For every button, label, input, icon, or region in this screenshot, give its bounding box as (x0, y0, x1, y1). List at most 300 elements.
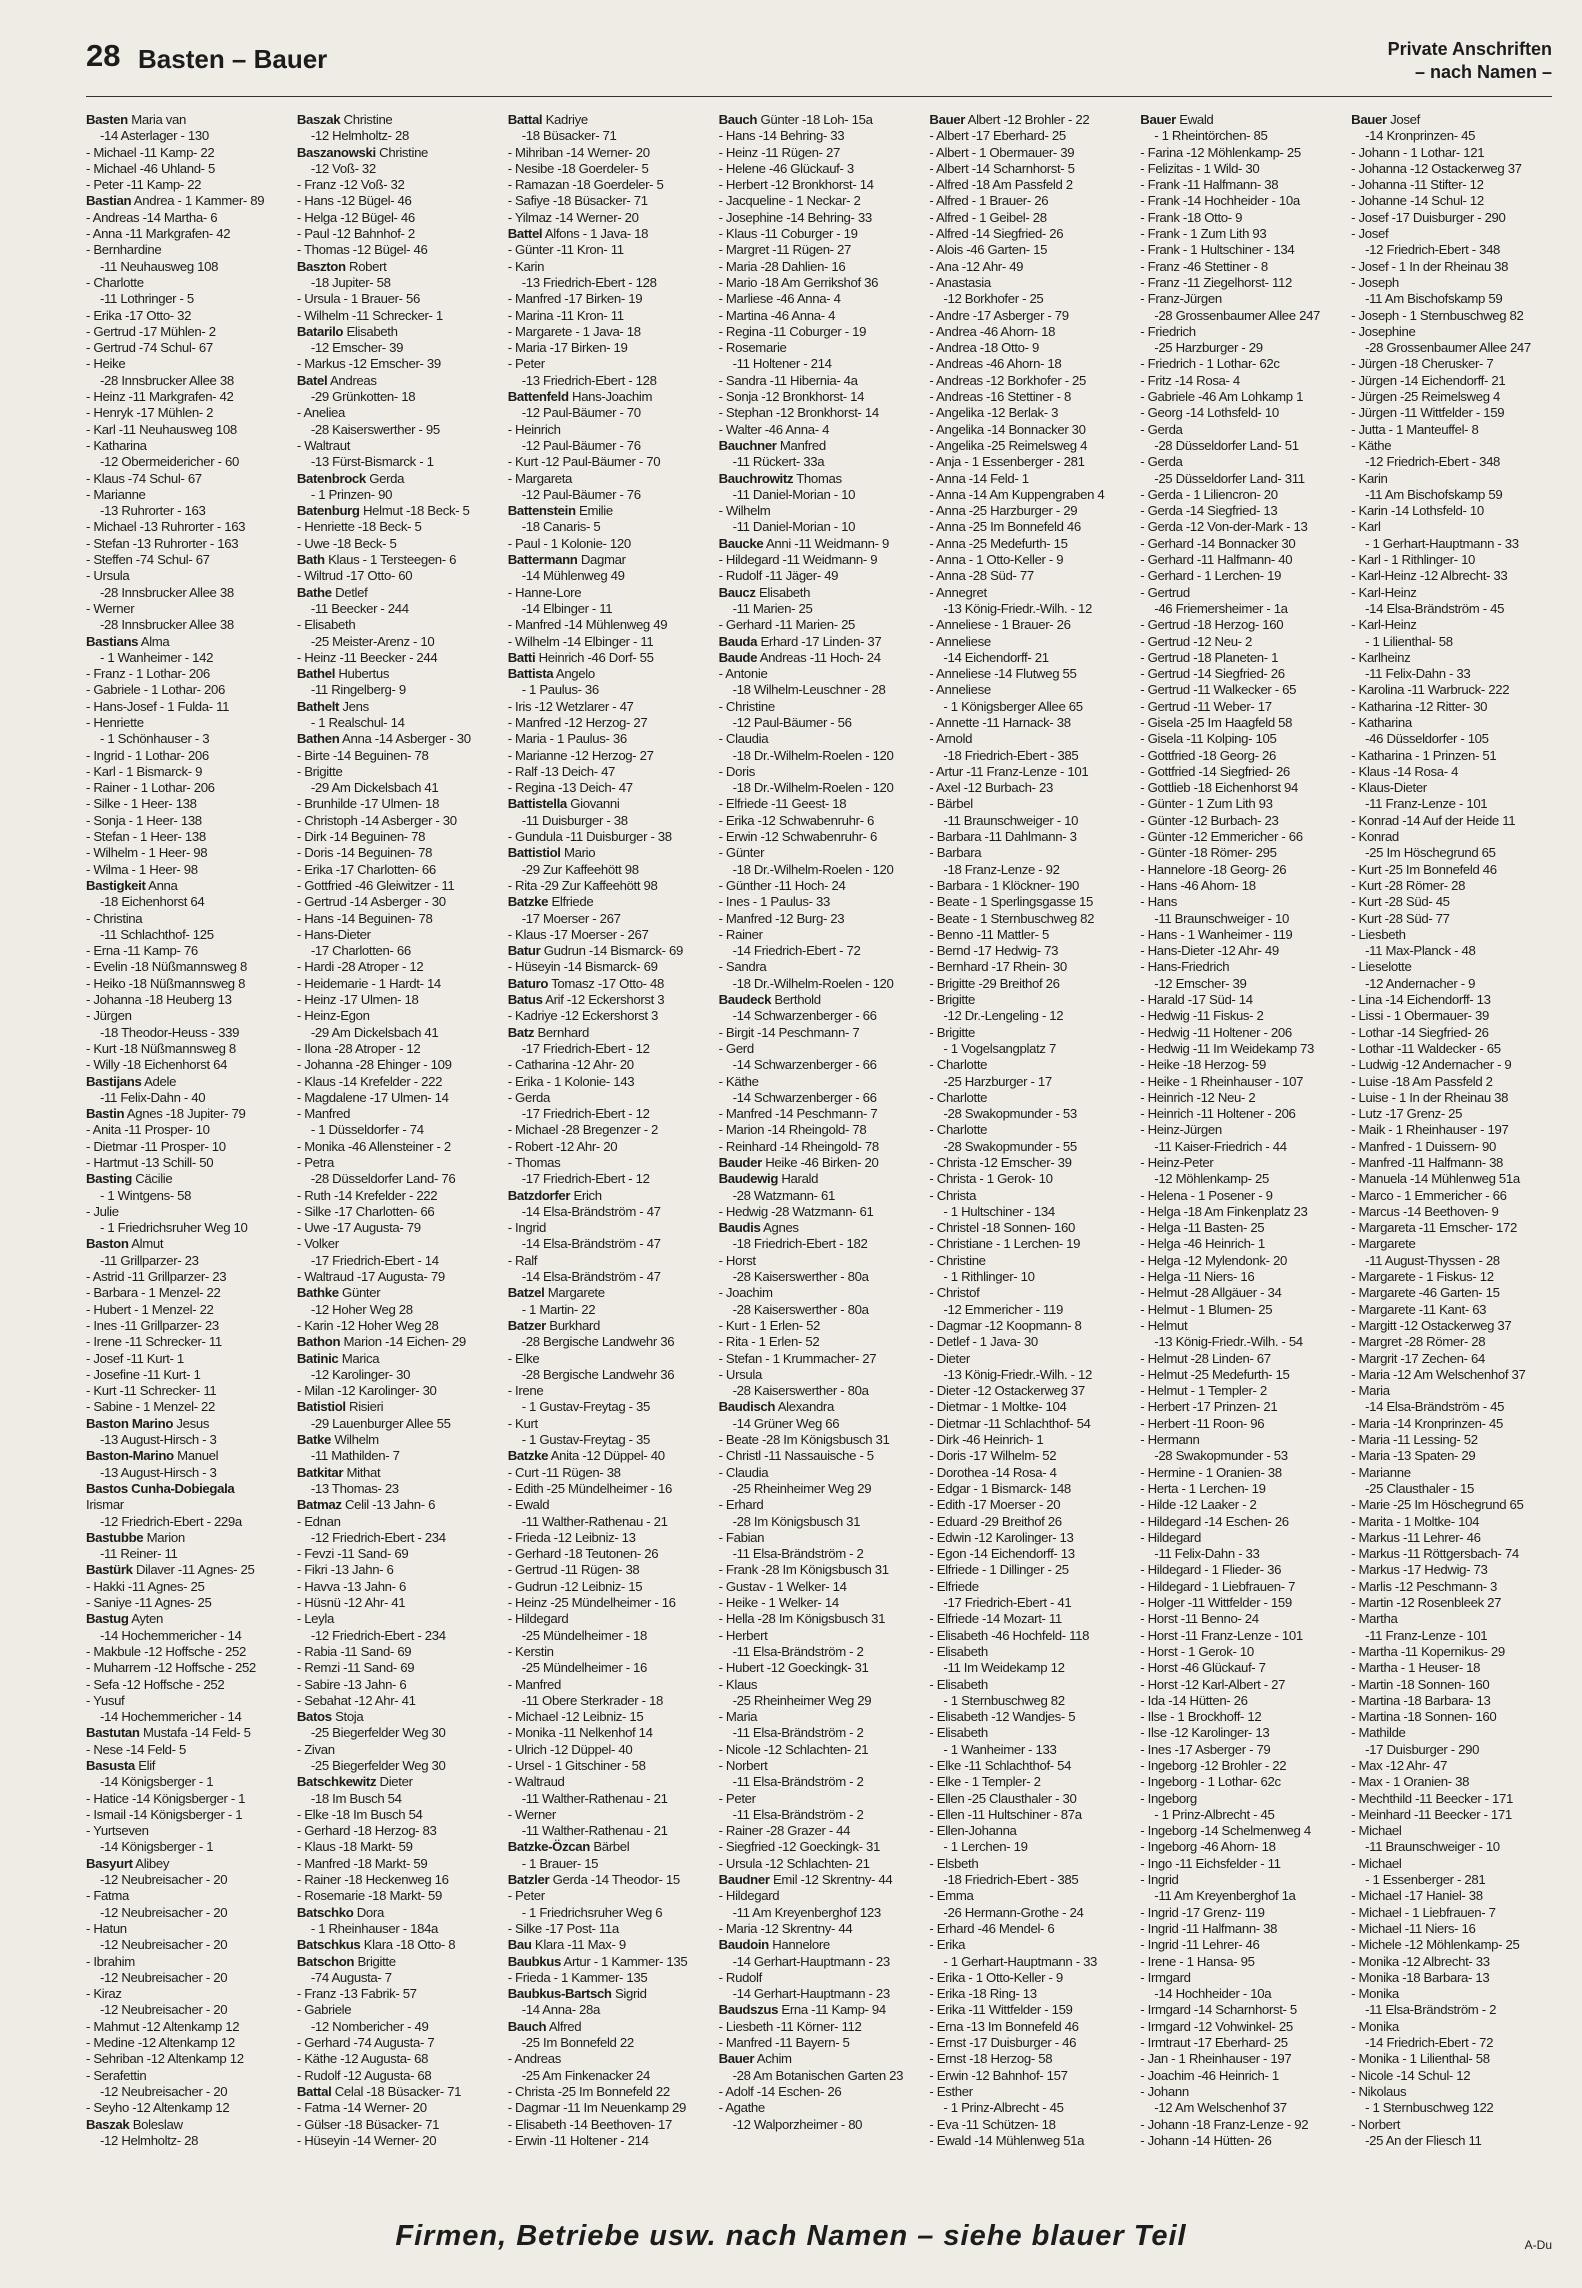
directory-entry (1351, 796, 1552, 812)
entry-text: - Ingeborg -46 Ahorn- 18 (1140, 1839, 1276, 1855)
surname-entry (508, 1188, 709, 1204)
directory-entry (929, 1416, 1130, 1432)
directory-entry (297, 764, 498, 780)
directory-entry (508, 1693, 709, 1709)
directory-entry (1351, 373, 1552, 389)
entry-text: Wilhelm (334, 1432, 379, 1448)
entry-text: - Robert -12 Ahr- 20 (507, 1138, 618, 1154)
directory-entry (719, 1334, 920, 1350)
directory-entry (1351, 536, 1552, 552)
directory-entry (719, 503, 920, 519)
directory-entry (1140, 1025, 1341, 1041)
directory-entry (929, 894, 1130, 910)
directory-entry (719, 1465, 920, 1481)
directory-entry (1140, 1823, 1341, 1839)
directory-entry (508, 1514, 709, 1530)
entry-text: - Christine (929, 1252, 986, 1268)
directory-entry (1351, 291, 1552, 307)
entry-text: -11 Elsa-Brändström - 2 (1365, 2002, 1497, 2018)
surname-entry (719, 992, 920, 1008)
entry-text: - Dirk -14 Beguinen- 78 (296, 829, 426, 845)
directory-entry (86, 1090, 287, 1106)
directory-entry (719, 1628, 920, 1644)
entry-text: - Ingrid - 1 Lothar- 206 (86, 747, 209, 763)
entry-text: -14 Gerhart-Hauptmann - 23 (732, 1953, 890, 1969)
entry-text: - Gottfried -14 Siegfried- 26 (1140, 763, 1290, 779)
entry-text: - Margitt -12 Ostackerweg 37 (1351, 1317, 1512, 1333)
surname-entry (86, 193, 287, 209)
entry-text: - Konrad -14 Auf der Heide 11 (1351, 812, 1516, 828)
directory-entry (1351, 1253, 1552, 1269)
directory-entry (1351, 1367, 1552, 1383)
directory-entry (1351, 1954, 1552, 1970)
entry-text: Dora (356, 1904, 384, 1920)
entry-text: -11 Kaiser-Friedrich - 44 (1154, 1138, 1287, 1154)
entry-text: - Markus -17 Hedwig- 73 (1351, 1562, 1488, 1578)
directory-entry (1351, 128, 1552, 144)
directory-entry (719, 1693, 920, 1709)
entry-text: - Edith -25 Mündelheimer - 16 (507, 1480, 673, 1496)
entry-text: - Angelika -14 Bonnacker 30 (929, 421, 1086, 437)
directory-entry (86, 1285, 287, 1301)
entry-text: - Anneliese (929, 682, 991, 698)
surname-entry (508, 1872, 709, 1888)
entry-text: Sigrid (614, 1986, 647, 2002)
directory-entry (86, 943, 287, 959)
entry-text: - Marita - 1 Moltke- 104 (1351, 1513, 1480, 1529)
entry-text: -12 Friedrich-Ebert - 234 (310, 1627, 446, 1643)
directory-entry (1140, 1905, 1341, 1921)
directory-entry (297, 128, 498, 144)
entry-text: - Hans (1140, 894, 1178, 910)
entry-text: Heike -46 Birken- 20 (765, 1155, 879, 1170)
entry-text: - Martin -12 Rosenbleek 27 (1351, 1595, 1502, 1611)
entry-text: - Martha -11 Kopernikus- 29 (1351, 1643, 1505, 1659)
directory-entry (86, 1644, 287, 1660)
entry-text: -11 Max-Planck - 48 (1365, 943, 1476, 959)
entry-text: -11 Ringelberg- 9 (310, 682, 406, 698)
directory-entry (929, 1579, 1130, 1595)
entry-text: - Lothar -14 Siegfried- 26 (1351, 1024, 1489, 1040)
directory-entry (86, 2035, 287, 2051)
entry-text: -18 Canaris- 5 (521, 519, 601, 535)
entry-text: - Lieselotte (1351, 959, 1412, 975)
directory-entry (719, 1644, 920, 1660)
directory-entry (1140, 878, 1341, 894)
entry-text: - Siegfried -12 Goeckingk- 31 (718, 1839, 880, 1855)
directory-entry (297, 1025, 498, 1041)
entry-text: - Kurt (507, 1415, 538, 1431)
entry-text: - Manfred -11 Halfmann- 38 (1351, 1155, 1504, 1170)
entry-text: - Irene (507, 1383, 544, 1399)
directory-entry (508, 2117, 709, 2133)
entry-text: - Sabire -13 Jahn- 6 (296, 1676, 407, 1692)
entry-text: - Christa - 1 Gerok- 10 (929, 1171, 1053, 1187)
directory-entry (929, 911, 1130, 927)
directory-entry (719, 2035, 920, 2051)
directory-entry (1351, 324, 1552, 340)
directory-entry (508, 568, 709, 584)
entry-text: - Elke -18 Im Busch 54 (296, 1806, 423, 1822)
entry-text: -25 Düsseldorfer Land- 311 (1154, 470, 1305, 486)
entry-text: - Detlef - 1 Java- 30 (929, 1334, 1038, 1350)
entry-text: - Curt -11 Rügen- 38 (507, 1464, 621, 1480)
directory-entry (86, 1318, 287, 1334)
entry-text: - Josefine -11 Kurt- 1 (86, 1366, 201, 1382)
entry-text: Christine (379, 144, 429, 160)
entry-text: - Marlis -12 Peschmann- 3 (1351, 1578, 1498, 1594)
directory-entry (929, 731, 1130, 747)
entry-text: - Joachim -46 Heinrich- 1 (1140, 2067, 1279, 2083)
entry-text: - Heinrich -11 Holtener - 206 (1140, 1106, 1296, 1122)
entry-text: - Artur -11 Franz-Lenze - 101 (929, 763, 1089, 779)
entry-text: - Gertrud -11 Weber- 17 (1140, 698, 1272, 714)
entry-text: Elfriede (551, 894, 594, 910)
entry-text: Emil -12 Skrentny- 44 (772, 1872, 893, 1888)
directory-entry (508, 536, 709, 552)
entry-text: Angelo (555, 666, 595, 682)
entry-text: - Remzi -11 Sand- 69 (296, 1660, 415, 1676)
entry-text: - Marina -11 Kron- 11 (507, 307, 624, 323)
directory-entry (929, 1872, 1130, 1888)
directory-entry (1351, 1791, 1552, 1807)
entry-text: - Paul -12 Bahnhof- 2 (296, 226, 415, 242)
entry-text: - Gerd (718, 1040, 754, 1056)
entry-text: -11 Marien- 25 (732, 600, 813, 616)
entry-text: -12 Emscher- 39 (1154, 975, 1247, 991)
entry-text: Mustafa -14 Feld- 5 (142, 1725, 251, 1741)
entry-text: - Rainer - 1 Lothar- 206 (86, 780, 215, 796)
directory-entry (929, 177, 1130, 193)
entry-text: Detlef (335, 584, 368, 600)
entry-text: -12 Am Welschenhof 37 (1154, 2100, 1287, 2116)
entry-text: - Hedwig -28 Watzmann- 61 (718, 1203, 874, 1219)
entry-text: - 1 Lilienthal- 58 (1365, 633, 1453, 649)
directory-entry (86, 1253, 287, 1269)
entry-text: - Andrea -46 Ahorn- 18 (929, 323, 1056, 339)
entry-text: - Kadriye -12 Eckershorst 3 (507, 1008, 659, 1024)
entry-text: - Heinz -11 Markgrafen- 42 (86, 389, 234, 405)
directory-entry (86, 1872, 287, 1888)
directory-entry (1351, 308, 1552, 324)
entry-text: -11 Braunschweiger - 10 (1154, 910, 1289, 926)
entry-text: - Catharina -12 Ahr- 20 (507, 1057, 634, 1073)
surname: Batel (296, 372, 328, 388)
entry-text: -17 Friedrich-Ebert - 12 (521, 1171, 650, 1187)
directory-entry (508, 927, 709, 943)
directory-entry (297, 275, 498, 291)
directory-entry (719, 308, 920, 324)
entry-text: - Margarete -11 Kant- 63 (1351, 1301, 1487, 1317)
entry-text: - Karolina -11 Warbruck- 222 (1351, 682, 1510, 698)
directory-entry (508, 1155, 709, 1171)
directory-entry (86, 585, 287, 601)
entry-text: Bernhard (537, 1024, 589, 1040)
surname: Basusta (86, 1757, 135, 1773)
surname: Batarilo (296, 323, 344, 339)
directory-entry (719, 487, 920, 503)
entry-text: -18 Theodor-Heuss - 339 (100, 1024, 240, 1040)
entry-text: -14 Grüner Weg 66 (732, 1415, 840, 1431)
directory-entry (1351, 1106, 1552, 1122)
directory-entry (929, 1057, 1130, 1073)
surname-entry (508, 1839, 709, 1855)
entry-text: - Annette -11 Harnack- 38 (929, 714, 1071, 730)
entry-text: -12 Neubreisacher - 20 (100, 1969, 228, 1985)
directory-entry (508, 764, 709, 780)
surname: Battenfeld (507, 389, 569, 405)
directory-entry (1140, 1041, 1341, 1057)
directory-entry (1140, 601, 1341, 617)
directory-entry (508, 487, 709, 503)
directory-entry (508, 291, 709, 307)
directory-entry (719, 699, 920, 715)
entry-text: - Manfred (507, 1676, 561, 1692)
surname: Batos (296, 1709, 332, 1725)
directory-entry (508, 1888, 709, 1904)
directory-entry (1140, 1774, 1341, 1790)
directory-entry (1140, 1937, 1341, 1953)
entry-text: -12 Neubreisacher - 20 (100, 2083, 228, 2099)
directory-entry (1140, 1432, 1341, 1448)
directory-entry (1351, 1546, 1552, 1562)
surname: Baszak (296, 112, 341, 127)
directory-entry (929, 1139, 1130, 1155)
entry-text: - Andreas -46 Ahorn- 18 (929, 356, 1062, 372)
entry-text: - Brigitte (929, 992, 976, 1008)
entry-text: Irismar (86, 1497, 124, 1513)
entry-text: - Elisabeth (296, 617, 356, 633)
directory-entry (929, 1090, 1130, 1106)
entry-text: - Gertrud -11 Walkecker - 65 (1140, 682, 1297, 698)
entry-text: - Martha (1351, 1611, 1398, 1627)
entry-text: - Axel -12 Burbach- 23 (929, 780, 1053, 796)
entry-text: - Albert -17 Eberhard- 25 (929, 128, 1066, 144)
directory-entry (86, 1774, 287, 1790)
entry-text: -25 Im Höschegrund 65 (1365, 845, 1496, 861)
directory-entry (1140, 1204, 1341, 1220)
entry-text: - Kurt -28 Süd- 45 (1351, 894, 1450, 910)
entry-text: Andrea - 1 Kammer- 89 (133, 193, 265, 209)
name-range: Basten – Bauer (138, 44, 328, 74)
entry-text: - Sebahat -12 Ahr- 41 (296, 1692, 416, 1708)
directory-entry (86, 862, 287, 878)
entry-text: - Rudolf -11 Jäger- 49 (718, 568, 839, 584)
directory-entry (719, 764, 920, 780)
surname-entry (297, 1709, 498, 1725)
directory-entry (929, 2035, 1130, 2051)
directory-entry (508, 128, 709, 144)
entry-text: - Hans -14 Behring- 33 (718, 128, 845, 144)
entry-text: - Jutta - 1 Manteuffel- 8 (1351, 421, 1479, 437)
entry-text: - Gertrud -18 Planeten- 1 (1140, 649, 1279, 665)
directory-entry (1140, 1888, 1341, 1904)
entry-text: - Christel -18 Sonnen- 160 (929, 1220, 1075, 1236)
directory-entry (1140, 503, 1341, 519)
directory-column-4 (719, 112, 920, 2208)
surname: Bathen (296, 731, 340, 747)
directory-entry (929, 1546, 1130, 1562)
directory-entry (719, 291, 920, 307)
directory-entry (719, 682, 920, 698)
directory-entry (719, 911, 920, 927)
directory-entry (508, 1399, 709, 1415)
directory-entry (86, 1025, 287, 1041)
directory-entry (1351, 715, 1552, 731)
entry-text: -12 Neubreisacher - 20 (100, 1904, 228, 1920)
directory-entry (297, 405, 498, 421)
entry-text: - Karin (1351, 470, 1388, 486)
entry-text: - Ismail -14 Königsberger - 1 (86, 1806, 243, 1822)
surname: Batschkus (296, 1937, 361, 1953)
entry-text: -12 Friedrich-Ebert - 348 (1365, 454, 1501, 470)
surname-entry (86, 1481, 287, 1497)
surname-entry (719, 1872, 920, 1888)
surname-entry (508, 894, 709, 910)
entry-text: - Hildegard (718, 1888, 780, 1904)
entry-text: - Elke -11 Schlachthof- 54 (929, 1757, 1072, 1773)
entry-text: - Günter - 1 Zum Lith 93 (1140, 796, 1273, 812)
entry-text: -25 Harzburger - 29 (1154, 340, 1263, 356)
entry-text: -29 Lauenburger Allee 55 (310, 1415, 451, 1431)
directory-entry (1351, 585, 1552, 601)
entry-text: - Frank -18 Otto- 9 (1140, 209, 1243, 225)
directory-entry (508, 1921, 709, 1937)
entry-text: -11 Elsa-Brändström - 2 (732, 1643, 864, 1659)
directory-entry (86, 242, 287, 258)
directory-entry (1140, 177, 1341, 193)
directory-entry (719, 1725, 920, 1741)
surname-entry (86, 1611, 287, 1627)
directory-entry (508, 617, 709, 633)
directory-entry (297, 1530, 498, 1546)
directory-entry (297, 894, 498, 910)
directory-entry (1351, 1302, 1552, 1318)
entry-text: - 1 Rithlinger- 10 (943, 1269, 1035, 1285)
entry-text: - Lothar -11 Waldecker - 65 (1351, 1040, 1501, 1056)
directory-entry (297, 2051, 498, 2067)
entry-text: - Benno -11 Mattler- 5 (929, 926, 1050, 942)
entry-text: - Anneliese - 1 Brauer- 26 (929, 617, 1071, 633)
surname-entry (297, 1497, 498, 1513)
entry-text: Margarete (547, 1285, 605, 1301)
directory-entry (1140, 731, 1341, 747)
entry-text: -28 Im Königsbusch 31 (732, 1513, 861, 1529)
entry-text: - Barbara -11 Dahlmann- 3 (929, 829, 1077, 845)
entry-text: - Harald -17 Süd- 14 (1140, 992, 1253, 1008)
directory-entry (1140, 1970, 1341, 1986)
entry-text: - Monika -18 Barbara- 13 (1351, 1969, 1490, 1985)
surname: Bastubbe (86, 1529, 144, 1545)
entry-text: - Esther (929, 2083, 973, 2099)
entry-text: - Christoph -14 Asberger - 30 (296, 812, 457, 828)
entry-text: - Markus -11 Röttgersbach- 74 (1351, 1546, 1519, 1562)
directory-entry (508, 1660, 709, 1676)
entry-text: - Muharrem -12 Hoffsche - 252 (86, 1660, 256, 1676)
directory-entry (1140, 2051, 1341, 2067)
surname: Batenburg (296, 503, 360, 519)
directory-entry (508, 1204, 709, 1220)
entry-text: - Reinhard -14 Rheingold- 78 (718, 1138, 879, 1154)
entry-text: - Helga -11 Niers- 16 (1140, 1269, 1255, 1285)
entry-text: - 1 Prinz-Albrecht - 45 (1154, 1806, 1275, 1822)
directory-entry (929, 1742, 1130, 1758)
directory-entry (719, 2068, 920, 2084)
directory-entry (297, 634, 498, 650)
surname: Basting (86, 1171, 132, 1187)
surname: Bastutan (86, 1725, 140, 1741)
entry-text: -28 Kaiserswerther - 80a (732, 1269, 869, 1285)
entry-text: -11 Walther-Rathenau - 21 (521, 1790, 668, 1806)
entry-text: Robert (349, 258, 387, 274)
entry-text: - Ulrich -12 Düppel- 40 (507, 1741, 633, 1757)
entry-text: -11 Am Kreyenberghof 1a (1154, 1888, 1296, 1904)
directory-entry (719, 1856, 920, 1872)
directory-entry (297, 422, 498, 438)
entry-text: - Beate - 1 Sperlingsgasse 15 (929, 894, 1094, 910)
entry-text: -11 Elsa-Brändström - 2 (732, 1546, 864, 1562)
directory-entry (86, 1302, 287, 1318)
directory-entry (297, 568, 498, 584)
directory-entry (929, 682, 1130, 698)
directory-entry (929, 1660, 1130, 1676)
directory-entry (929, 552, 1130, 568)
entry-text: - Frank -28 Im Königsbusch 31 (718, 1562, 889, 1578)
entry-text: -18 Friedrich-Ebert - 385 (943, 1872, 1079, 1888)
directory-entry (1140, 699, 1341, 715)
directory-entry (508, 1106, 709, 1122)
surname: Bathon (296, 1334, 341, 1350)
directory-entry (86, 503, 287, 519)
directory-entry (1351, 1595, 1552, 1611)
entry-text: - Manfred -14 Peschmann- 7 (718, 1106, 878, 1122)
directory-entry (719, 1188, 920, 1204)
entry-text: - Heike - 1 Rheinhauser - 107 (1140, 1073, 1304, 1089)
page-header (86, 38, 1552, 94)
surname: Battermann (507, 552, 578, 568)
directory-entry (1140, 1644, 1341, 1660)
directory-entry (508, 829, 709, 845)
directory-entry (1351, 1448, 1552, 1464)
entry-text: -13 Friedrich-Ebert - 128 (521, 372, 657, 388)
entry-text: - Albert -14 Scharnhorst- 5 (929, 160, 1075, 176)
entry-text: - Gerda (1140, 421, 1183, 437)
entry-text: - Rudolf -12 Augusta- 68 (296, 2067, 432, 2083)
entry-text: Arif -12 Eckershorst 3 (545, 992, 665, 1008)
directory-entry (86, 2051, 287, 2067)
directory-entry (1351, 1122, 1552, 1138)
directory-entry (86, 911, 287, 927)
directory-entry (86, 845, 287, 861)
entry-text: - Karl-Heinz -12 Albrecht- 33 (1351, 568, 1508, 584)
surname: Baudis (718, 1220, 761, 1236)
directory-entry (86, 1334, 287, 1350)
surname-entry (86, 1856, 287, 1872)
surname-entry (719, 1220, 920, 1236)
entry-text: - Karl - 1 Rithlinger- 10 (1351, 552, 1476, 568)
entry-text: - Manuela -14 Mühlenweg 51a (1351, 1171, 1520, 1187)
entry-text: -12 Emscher- 39 (310, 340, 404, 356)
entry-text: Manfred (779, 437, 826, 453)
directory-entry (508, 715, 709, 731)
entry-text: -12 Neubreisacher - 20 (100, 2002, 228, 2018)
directory-entry (1351, 1416, 1552, 1432)
entry-text: - Ines -11 Grillparzer- 23 (86, 1317, 219, 1333)
entry-text: Jesus (176, 1415, 210, 1431)
directory-entry (929, 943, 1130, 959)
directory-entry (929, 1155, 1130, 1171)
directory-entry (1351, 1204, 1552, 1220)
